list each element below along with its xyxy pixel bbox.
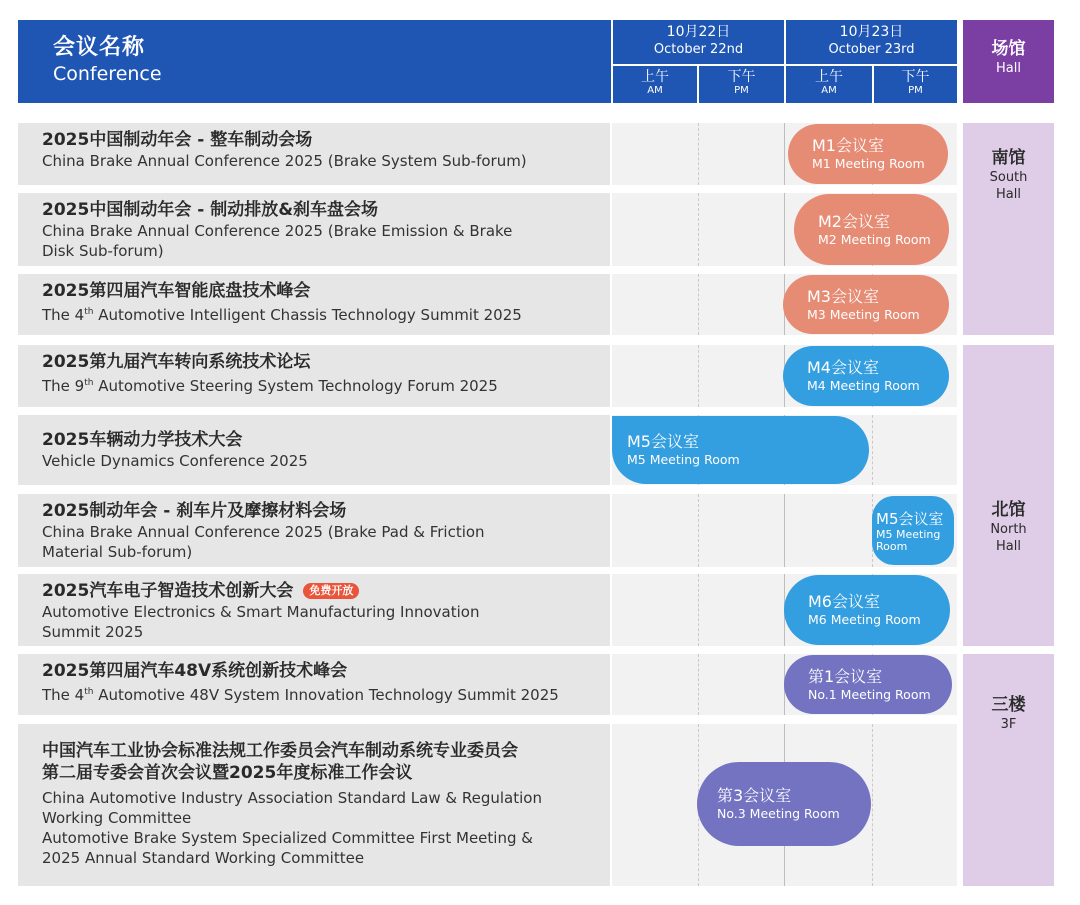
room-en: No.3 Meeting Room xyxy=(717,806,840,821)
room-pill-m6 xyxy=(784,575,950,645)
conference-title-en: China Brake Annual Conference 2025 (Brake Emission & Brake xyxy=(42,222,513,240)
hall-zh: 南馆 xyxy=(991,148,1026,168)
hall-zh: 三楼 xyxy=(991,695,1026,715)
header-hall-zh: 场馆 xyxy=(991,39,1026,59)
conference-title-en: China Automotive Industry Association Standard Law & Regulation xyxy=(42,789,542,807)
conference-title-en: Automotive Electronics & Smart Manufacturing Innovation xyxy=(42,603,480,621)
hall-3f xyxy=(963,654,1054,886)
conference-title-zh: 2025第九届汽车转向系统技术论坛 xyxy=(42,352,311,372)
am-zh: 上午 xyxy=(815,69,843,85)
header-am-oct23 xyxy=(786,66,872,103)
conference-title-zh: 2025中国制动年会 - 制动排放&刹车盘会场 xyxy=(42,200,379,220)
schedule-row-2 xyxy=(612,193,957,266)
schedule-row-3 xyxy=(612,274,957,335)
pm-zh: 下午 xyxy=(727,69,756,85)
conference-row-6 xyxy=(18,494,610,567)
hall-en: Hall xyxy=(996,187,1021,202)
header-conference-en: Conference xyxy=(53,63,162,85)
conference-row-5 xyxy=(18,415,610,485)
conference-title-zh: 第二届专委会首次会议暨2025年度标准工作会议 xyxy=(42,763,413,783)
conference-title-zh: 2025中国制动年会 - 整车制动会场 xyxy=(42,130,313,150)
schedule-row-1 xyxy=(612,123,957,185)
day-en: October 22nd xyxy=(653,42,744,57)
conference-title-en: The 4th Automotive Intelligent Chassis Technology Summit 2025 xyxy=(42,306,522,324)
conference-title-zh: 中国汽车工业协会标准法规工作委员会汽车制动系统专业委员会 xyxy=(42,741,518,761)
conference-row-2 xyxy=(18,193,610,266)
conference-row-4 xyxy=(18,345,610,407)
room-zh: 第3会议室 xyxy=(717,786,792,805)
conference-row-9 xyxy=(18,724,610,886)
hall-south xyxy=(963,123,1054,335)
day-zh: 10月23日 xyxy=(839,24,904,40)
schedule-row-5 xyxy=(612,415,957,485)
conference-title-zh: 2025汽车电子智造技术创新大会 免费开放 xyxy=(42,580,610,602)
room-zh: M5会议室 xyxy=(627,432,699,451)
room-en: No.1 Meeting Room xyxy=(808,686,931,702)
room-pill-no1 xyxy=(784,655,952,714)
conference-title-zh: 2025车辆动力学技术大会 xyxy=(42,430,243,450)
room-zh: M4会议室 xyxy=(807,358,879,377)
room-pill-no3 xyxy=(697,762,871,846)
conference-title-en: Disk Sub-forum) xyxy=(42,242,164,260)
room-pill-m3 xyxy=(783,275,949,334)
schedule-row-7 xyxy=(612,574,957,646)
room-zh: M5会议室 xyxy=(876,509,944,528)
room-zh: M2会议室 xyxy=(818,211,890,231)
hall-en: North xyxy=(990,522,1027,537)
day-en: October 23rd xyxy=(828,42,915,57)
schedule-row-6 xyxy=(612,494,957,567)
room-en: M3 Meeting Room xyxy=(807,306,920,322)
room-en: M5 Meeting Room xyxy=(627,452,740,467)
schedule-row-9 xyxy=(612,724,957,886)
header-pm-oct23 xyxy=(874,66,957,103)
pm-en: PM xyxy=(734,85,749,96)
hall-north xyxy=(963,345,1054,646)
room-en: M5 Meeting xyxy=(876,527,941,541)
conference-title-en: The 4th Automotive 48V System Innovation Technology Summit 2025 xyxy=(42,686,559,704)
room-en: M1 Meeting Room xyxy=(812,156,925,171)
conference-title-en: The 9th Automotive Steering System Technology Forum 2025 xyxy=(42,377,498,395)
room-en: Room xyxy=(876,539,908,553)
conference-title-en: Working Committee xyxy=(42,809,192,827)
conference-title-en: Summit 2025 xyxy=(42,623,144,641)
conference-title-zh: 2025第四届汽车智能底盘技术峰会 xyxy=(42,281,311,301)
pm-en: PM xyxy=(908,85,923,96)
conference-row-7 xyxy=(18,574,610,646)
header-day-oct23 xyxy=(786,20,957,64)
hall-zh: 北馆 xyxy=(991,500,1026,520)
conference-title-zh: 2025第四届汽车48V系统创新技术峰会 xyxy=(42,661,348,681)
header-conference-zh: 会议名称 xyxy=(53,35,146,60)
conference-title-en: China Brake Annual Conference 2025 (Brake Pad & Friction xyxy=(42,523,485,541)
header-pm-oct22 xyxy=(699,66,784,103)
room-pill-m5-dynamics xyxy=(612,416,869,484)
pm-zh: 下午 xyxy=(901,69,930,85)
header-day-oct22 xyxy=(613,20,784,64)
room-zh: M1会议室 xyxy=(812,136,884,155)
conference-title-en: Vehicle Dynamics Conference 2025 xyxy=(42,452,308,470)
am-en: AM xyxy=(647,85,663,96)
am-en: AM xyxy=(821,85,837,96)
am-zh: 上午 xyxy=(641,69,669,85)
room-en: M4 Meeting Room xyxy=(807,378,920,393)
conference-row-3 xyxy=(18,274,610,335)
room-zh: M6会议室 xyxy=(808,592,880,611)
schedule-row-4 xyxy=(612,345,957,407)
conference-title-en: China Brake Annual Conference 2025 (Brake System Sub-forum) xyxy=(42,152,527,170)
hall-en: Hall xyxy=(996,539,1021,554)
room-pill-m4 xyxy=(783,346,949,406)
day-zh: 10月22日 xyxy=(666,24,731,40)
room-zh: 第1会议室 xyxy=(808,666,883,686)
header-am-oct22 xyxy=(613,66,697,103)
room-zh: M3会议室 xyxy=(807,286,879,306)
hall-en: South xyxy=(989,170,1028,185)
conference-title-en: Material Sub-forum) xyxy=(42,543,193,561)
conference-row-1 xyxy=(18,123,610,185)
room-en: M2 Meeting Room xyxy=(818,231,931,247)
schedule-row-8 xyxy=(612,654,957,715)
room-pill-m5-brake-pad xyxy=(872,496,954,565)
conference-title-zh: 2025制动年会 - 刹车片及摩擦材料会场 xyxy=(42,501,347,521)
header-hall-en: Hall xyxy=(996,61,1021,76)
free-admission-badge: 免费开放 xyxy=(303,583,359,599)
conference-title-en: 2025 Annual Standard Working Committee xyxy=(42,849,365,867)
room-pill-m2 xyxy=(794,194,949,265)
conference-title-en: Automotive Brake System Specialized Committee First Meeting & xyxy=(42,829,533,847)
header-conference xyxy=(18,20,611,103)
conference-row-8 xyxy=(18,654,610,715)
header-hall xyxy=(963,20,1054,103)
hall-en: 3F xyxy=(1000,717,1017,732)
room-pill-m1 xyxy=(788,124,948,184)
room-en: M6 Meeting Room xyxy=(808,612,921,627)
